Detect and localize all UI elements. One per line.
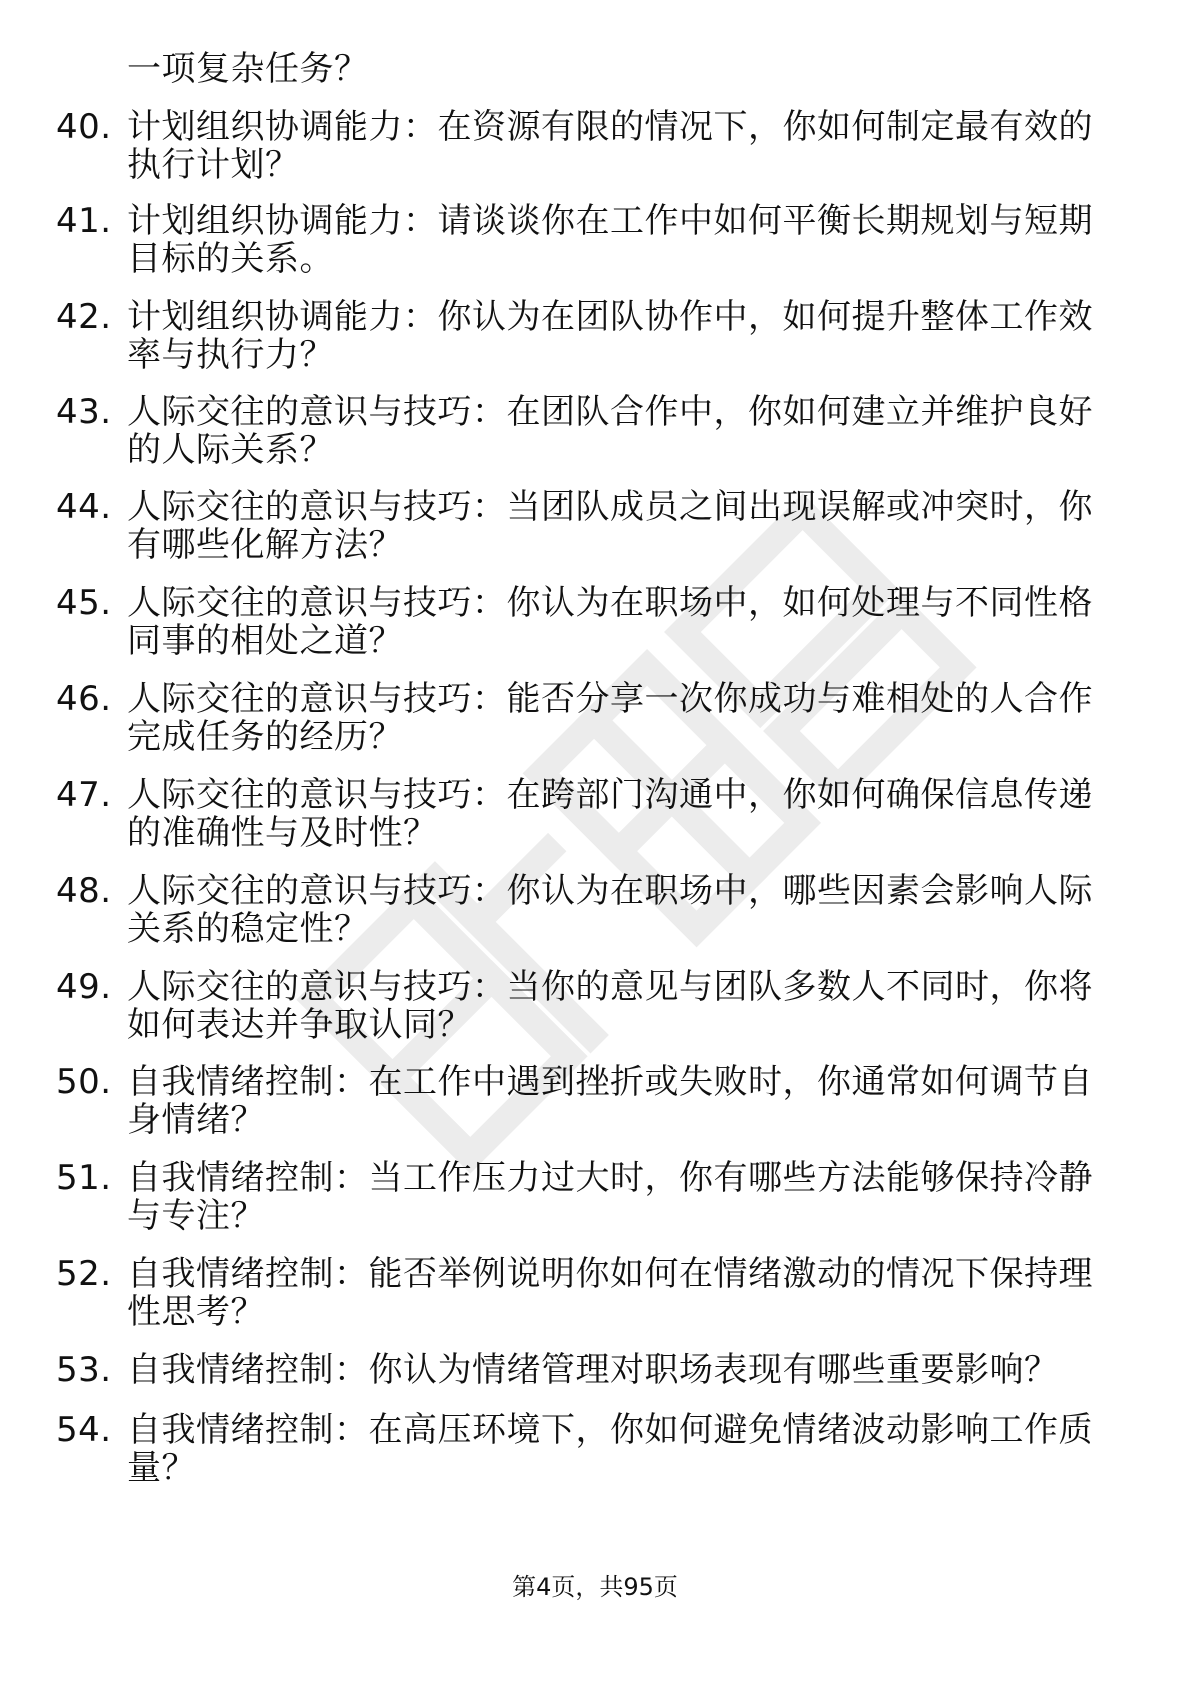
question-number: 42. — [56, 297, 112, 337]
question-text: 量？ — [127, 1448, 196, 1488]
question-text: 计划组织协调能力：在资源有限的情况下，你如何制定最有效的 — [127, 107, 1093, 147]
question-text: 的准确性与及时性？ — [127, 813, 438, 853]
question-text: 的人际关系？ — [127, 430, 334, 470]
question-number: 47. — [56, 775, 112, 815]
page-footer: 第4页，共95页 — [512, 1573, 678, 1601]
question-text: 一项复杂任务？ — [127, 49, 369, 89]
question-number: 44. — [56, 487, 112, 527]
question-text: 率与执行力？ — [127, 335, 334, 375]
question-text: 与专注？ — [127, 1196, 265, 1236]
question-text: 自我情绪控制：能否举例说明你如何在情绪激动的情况下保持理 — [127, 1254, 1093, 1294]
question-text: 人际交往的意识与技巧：当团队成员之间出现误解或冲突时，你 — [127, 487, 1093, 527]
question-text: 有哪些化解方法？ — [127, 525, 403, 565]
question-text: 目标的关系。 — [127, 239, 334, 279]
question-text: 身情绪？ — [127, 1100, 265, 1140]
question-text: 人际交往的意识与技巧：当你的意见与团队多数人不同时，你将 — [127, 967, 1093, 1007]
question-number: 50. — [56, 1062, 112, 1102]
question-text: 如何表达并争取认同？ — [127, 1005, 472, 1045]
question-text: 计划组织协调能力：请谈谈你在工作中如何平衡长期规划与短期 — [127, 201, 1093, 241]
question-number: 40. — [56, 107, 112, 147]
question-text: 人际交往的意识与技巧：在团队合作中，你如何建立并维护良好 — [127, 392, 1093, 432]
question-number: 43. — [56, 392, 112, 432]
question-text: 自我情绪控制：在高压环境下，你如何避免情绪波动影响工作质 — [127, 1410, 1093, 1450]
question-text: 性思考？ — [127, 1292, 265, 1332]
question-number: 41. — [56, 201, 112, 241]
question-number: 54. — [56, 1410, 112, 1450]
question-number: 45. — [56, 583, 112, 623]
question-text: 自我情绪控制：你认为情绪管理对职场表现有哪些重要影响？ — [127, 1350, 1059, 1390]
question-number: 48. — [56, 871, 112, 911]
question-text: 执行计划？ — [127, 145, 300, 185]
question-text: 完成任务的经历？ — [127, 717, 403, 757]
question-text: 人际交往的意识与技巧：能否分享一次你成功与难相处的人合作 — [127, 679, 1093, 719]
question-text: 计划组织协调能力：你认为在团队协作中，如何提升整体工作效 — [127, 297, 1093, 337]
question-text: 人际交往的意识与技巧：你认为在职场中，如何处理与不同性格 — [127, 583, 1093, 623]
question-number: 46. — [56, 679, 112, 719]
question-text: 人际交往的意识与技巧：在跨部门沟通中，你如何确保信息传递 — [127, 775, 1093, 815]
question-number: 52. — [56, 1254, 112, 1294]
question-text: 自我情绪控制：当工作压力过大时，你有哪些方法能够保持冷静 — [127, 1158, 1093, 1198]
question-number: 49. — [56, 967, 112, 1007]
question-text: 自我情绪控制：在工作中遇到挫折或失败时，你通常如何调节自 — [127, 1062, 1093, 1102]
question-number: 53. — [56, 1350, 112, 1390]
question-number: 51. — [56, 1158, 112, 1198]
question-text: 同事的相处之道？ — [127, 621, 403, 661]
question-text: 人际交往的意识与技巧：你认为在职场中，哪些因素会影响人际 — [127, 871, 1093, 911]
question-text: 关系的稳定性？ — [127, 909, 369, 949]
